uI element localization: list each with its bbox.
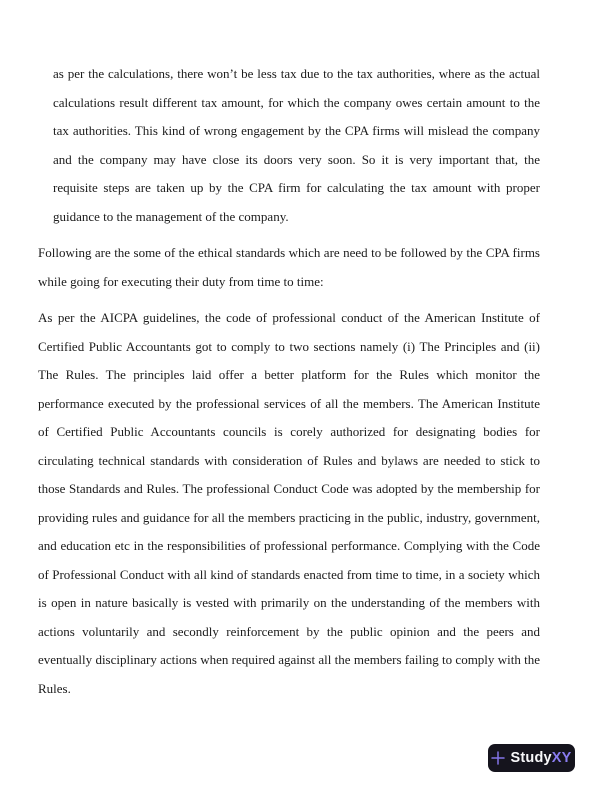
logo-text-xy: XY bbox=[551, 749, 572, 766]
document-body bbox=[38, 60, 540, 711]
paragraph-ethical-standards-intro: Following are the some of the ethical standards which are need to be followed by the CPA firms while going for executing their duty from time to time: bbox=[38, 245, 540, 289]
plus-icon bbox=[491, 751, 505, 765]
logo-text-study: Study bbox=[510, 749, 552, 766]
paragraph-tax-calculations: as per the calculations, there won’t be less tax due to the tax authorities, where as the actual calculations result different tax amount, for which the company owes certain amount to the tax authorities. This kind of wrong engagement by the CPA firms will mislead the company and the company may have close its doors very soon. So it is very important that, the requisite steps are taken up by the CPA firm for calculating the tax amount with proper guidance to the management of the company. bbox=[53, 66, 540, 224]
paragraph-aicpa-guidelines: As per the AICPA guidelines, the code of professional conduct of the American Institute of Certified Public Accountants got to comply to two sections namely (i) The Principles and (ii) The Rules. The principles laid offer a better platform for the Rules which monitor the performance executed by the professional services of all the members. The American Institute of Certified Public Accountants councils is corely authorized for designating bodies for circulating technical standards with consideration of Rules and bylaws are needed to stick to those Standards and Rules. The professional Conduct Code was adopted by the membership for providing rules and guidance for all the members practicing in the public, industry, government, and education etc in the responsibilities of professional performance. Complying with the Code of Professional Conduct with all kind of standards enacted from time to time, in a society which is open in nature basically is vested with primarily on the understanding of the members with actions voluntarily and secondly reinforcement by the public opinion and the peers and eventually disciplinary actions when required against all the members failing to comply with the Rules. bbox=[38, 310, 540, 696]
studyxy-logo-text bbox=[510, 751, 571, 766]
studyxy-logo-badge bbox=[488, 744, 575, 772]
